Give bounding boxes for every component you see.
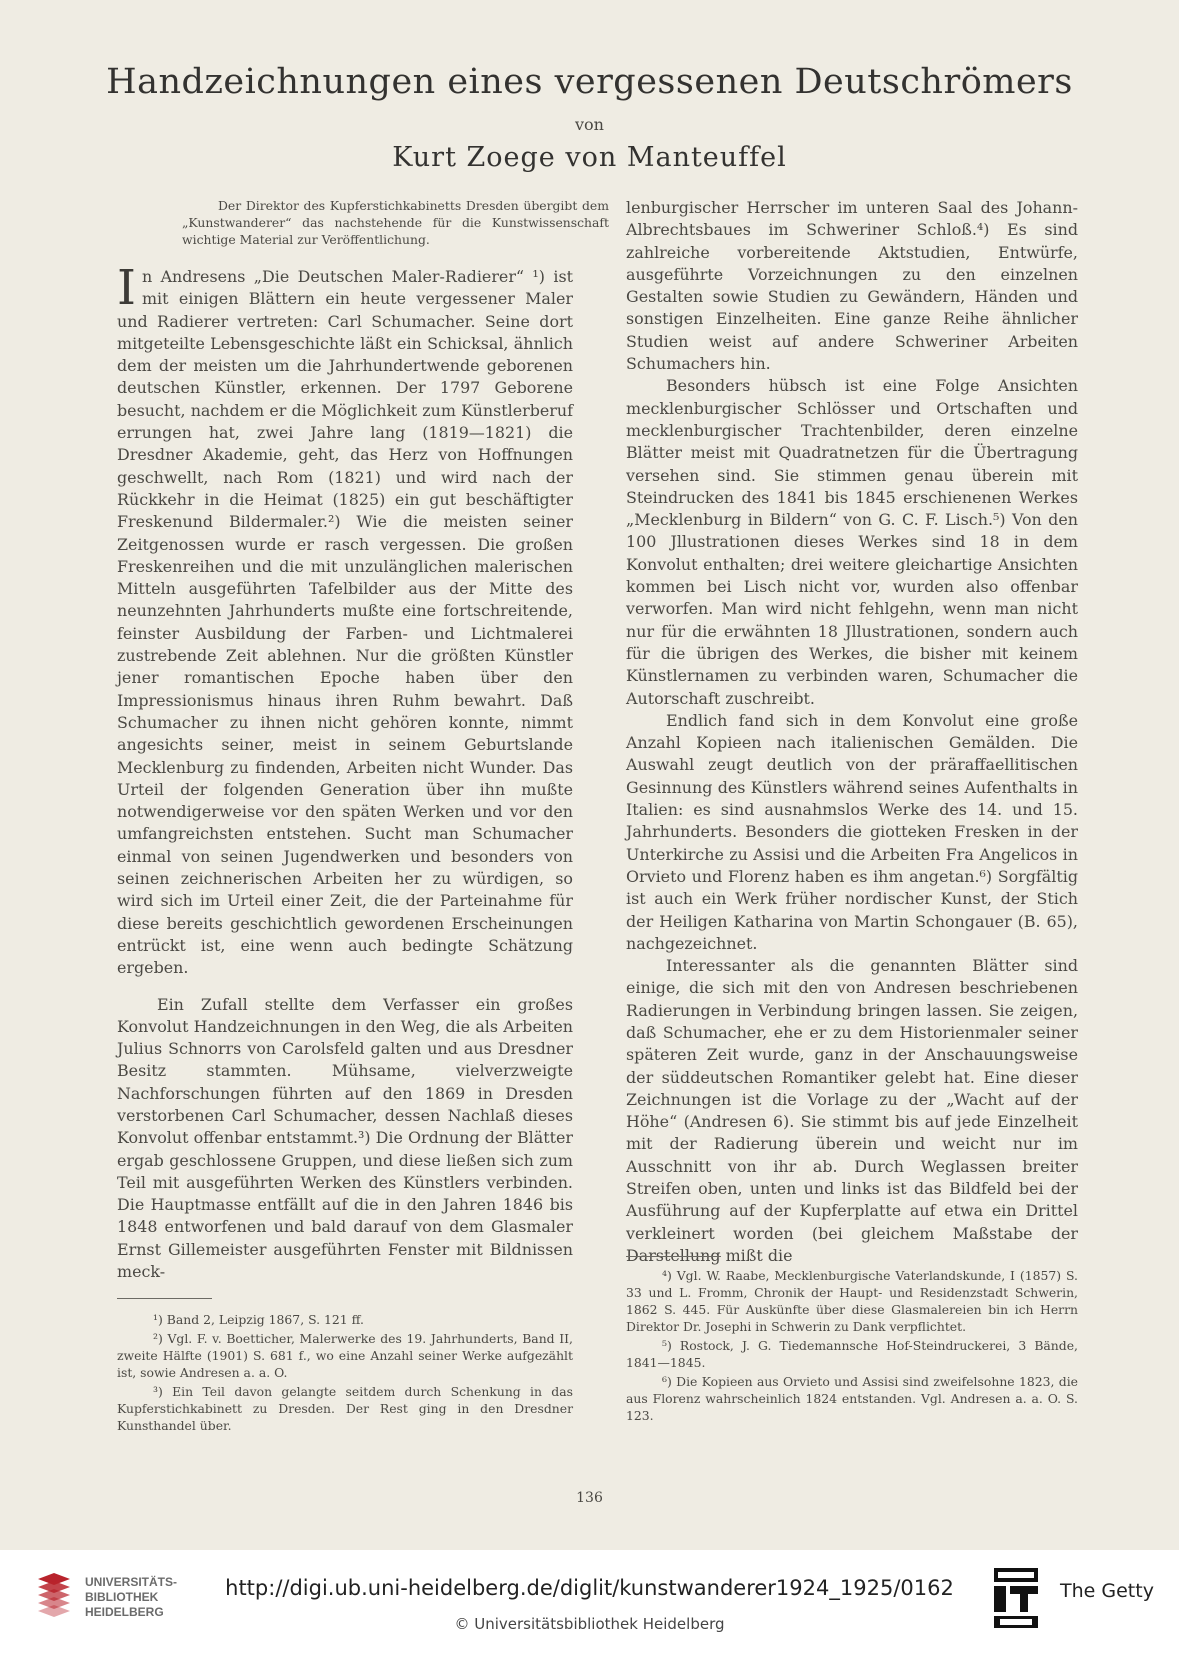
- right-paragraph: Endlich fand sich in dem Konvolut eine große Anzahl Kopieen nach italienischen Gemälden. Die Auswahl zeugt deutlich von der präraffaellitischen Gesinnung des Künstlers während seines Aufenthalts in Italien: es sind ausnahmslos Werke des 14. und 15. Jahrhunderts. Besonders die giotteken Fresken in der Unterkirche zu Assisi und die Arbeiten Fra Angelicos in Orvieto und Florenz haben es ihm angetan.⁶) Sorgfältig ist auch ein Werk früher nordischer Kunst, der Stich der Heiligen Katharina von Martin Schongauer (B. 65), nachgezeichnet.: [626, 710, 1078, 953]
- library-name: UNIVERSITÄTS- BIBLIOTHEK HEIDELBERG: [85, 1575, 178, 1619]
- left-column: [117, 260, 573, 1283]
- article-author: Kurt Zoege von Manteuffel: [392, 142, 787, 173]
- left-paragraph: Ein Zufall stellte dem Verfasser ein großes Konvolut Handzeichnungen in den Weg, die als Arbeiten Julius Schnorrs von Carolsfeld galten und aus Dresdner Besitz stammten. Mühsame, vielverzweigte Nachforschungen führten auf den 1869 in Dresden verstorbenen Carl Schumacher, dessen Nachlaß dieses Konvolut offenbar entstammt.³) Die Ordnung der Blätter ergab geschlossene Gruppen, und diese ließen sich zum Teil mit ausgeführten Werken des Künstlers verbinden. Die Hauptmasse entfällt auf die in den Jahren 1846 bis 1848 entworfenen und bald darauf von dem Glasmaler Ernst Gillemeister ausgeführten Fenster mit Bildnissen meck-: [117, 994, 573, 1282]
- footnote: ²) Vgl. F. v. Boetticher, Malerwerke des 19. Jahrhunderts, Band II, zweite Hälfte (1901) S. 681 f., wo eine Anzahl seiner Werke aufgezählt ist, sowie Andresen a. a. O.: [117, 1331, 573, 1380]
- dropcap: I: [117, 260, 136, 316]
- right-paragraph: Besonders hübsch ist eine Folge Ansichten mecklenburgischer Schlösser und Ortschaften und mecklenburgischer Trachtenbilder, deren einzelne Blätter meist mit Quadratnetzen für die Übertragung versehen sind. Sie stimmen genau überein mit Steindrucken des 1841 bis 1845 erschienenen Werkes „Mecklenburg in Bildern“ von G. C. F. Lisch.⁵) Von den 100 Jllustrationen dieses Werkes sind 18 in dem Konvolut enthalten; drei weitere gleichartige Ansichten kommen bei Lisch nicht vor, wurden also offenbar verworfen. Man wird nicht fehlgehn, wenn man nicht nur für die erwähnten 18 Jllustrationen, sondern auch für die übrigen des Werkes, die bisher mit keinem Künstlernamen zu verbinden waren, Schumacher die Autorschaft zuschreibt.: [626, 376, 1078, 708]
- footnote: ⁴) Vgl. W. Raabe, Mecklenburgische Vaterlandskunde, I (1857) S. 33 und L. Fromm, Chronik der Haupt- und Residenzstadt Schwerin, 1862 S. 445. Für Auskünfte über diese Glasmalereien bin ich Herrn Direktor Dr. Josephi in Schwerin zu Dank verpflichtet.: [626, 1268, 1078, 1334]
- page-number: 136: [576, 1490, 603, 1506]
- left-footnotes: [117, 1311, 573, 1436]
- right-column: [626, 197, 1078, 1267]
- byline-von: von: [575, 115, 604, 134]
- footnote: ⁶) Die Kopieen aus Orvieto und Assisi sind zweifelsohne 1823, die aus Florenz wahrscheinlich 1824 entstanden. Vgl. Andresen a. a. O. S. 123.: [626, 1374, 1078, 1423]
- partner-name: The Getty: [1060, 1580, 1154, 1602]
- copyright-notice: © Universitätsbibliothek Heidelberg: [454, 1615, 725, 1633]
- footnote-rule: [626, 1256, 721, 1257]
- footnote: ⁵) Rostock, J. G. Tiedemannsche Hof-Steindruckerei, 3 Bände, 1841—1845.: [626, 1338, 1078, 1370]
- right-paragraph: lenburgischer Herrscher im unteren Saal des Johann-Albrechtsbaues im Schweriner Schloß.⁴) Es sind zahlreiche vorbereitende Aktstudien, Entwürfe, ausgeführte Vorzeichnungen zu den einzelnen Gestalten sowie Studien zu Gewändern, Händen und sonstigen Einzelheiten. Eine ganze Reihe ähnlicher Studien weist auf andere Schweriner Arbeiten Schumachers hin.: [626, 198, 1078, 374]
- article-title: Handzeichnungen eines vergessenen Deutschrömers: [106, 62, 1073, 102]
- left-paragraph: [117, 260, 573, 980]
- permalink-url[interactable]: http://digi.ub.uni-heidelberg.de/diglit/kunstwanderer1924_1925/0162: [225, 1576, 954, 1600]
- right-paragraph: Interessanter als die genannten Blätter sind einige, die sich mit den von Andresen beschriebenen Radierungen in Verbindung bringen lassen. Sie zeigen, daß Schumacher, ehe er zu dem Historienmaler seiner späteren Zeit wurde, ganz in der Anschauungsweise der süddeutschen Romantiker gelebt hat. Eine dieser Zeichnungen ist die Vorlage zu der „Wacht auf der Höhe“ (Andresen 6). Sie stimmt bis auf jede Einzelheit mit der Radierung überein und weicht nur im Ausschnitt von ihr ab. Durch Weglassen breiter Streifen oben, unten und links ist das Bildfeld bei der Ausführung auf der Kupferplatte auf etwa ein Drittel verkleinert worden (bei gleichem Maßstabe der Darstellung mißt die: [626, 956, 1078, 1265]
- left-paragraph-text: n Andresens „Die Deutschen Maler-Radierer“ ¹) ist mit einigen Blättern ein heute vergessener Maler und Radierer vertreten: Carl Schumacher. Seine dort mitgeteilte Lebensgeschichte läßt ein Schicksal, ähnlich dem der meisten um die Jahrhundertwende geborenen deutschen Künstler, erkennen. Der 1797 Geborene besucht, nachdem er die Möglichkeit zum Künstlerberuf errungen hat, zwei Jahre lang (1819—1821) die Dresdner Akademie, geht, das Herz von Hoffnungen geschwellt, nach Rom (1821) und wird nach der Rückkehr in die Heimat (1825) ein gut beschäftigter Freskenund Bildermaler.²) Wie die meisten seiner Zeitgenossen wurde er rasch vergessen. Die großen Freskenreihen und die mit unzulänglichen malerischen Mitteln ausgeführten Tafelbilder aus der Mitte des neunzehnten Jahrhunderts mußte eine fortschreitende, feinster Ausbildung der Farben- und Lichtmalerei zustrebende Zeit ablehnen. Nur die größten Künstler jener romantischen Epoche haben über den Impressionismus hinaus ihren Ruhm bewahrt. Daß Schumacher zu ihnen nicht gehören konnte, nimmt angesichts seiner, meist in seinem Geburtslande Mecklenburg zu findenden, Arbeiten nicht Wunder. Das Urteil der folgenden Generation über ihn mußte notwendigerweise vor den späten Werken und vor den umfangreichsten entstehen. Sucht man Schumacher einmal von seinen Jugendwerken und besonders von seinen zeichnerischen Arbeiten her zu würdigen, so wird sich im Urteil einer Zeit, die der Parteinahme für diese bereits geschichtlich gewordenen Erscheinungen entrückt ist, eine wenn auch bedingte Schätzung ergeben.: [117, 267, 573, 978]
- footnote-rule: [117, 1298, 212, 1299]
- intro-text: Der Direktor des Kupferstichkabinetts Dresden übergibt dem „Kunstwanderer“ das nachstehende für die Kunstwissenschaft wichtige Material zur Veröffentlichung.: [182, 198, 609, 247]
- getty-logo-icon[interactable]: [994, 1568, 1038, 1628]
- footnote: ¹) Band 2, Leipzig 1867, S. 121 ff.: [153, 1312, 364, 1327]
- right-footnotes: [626, 1267, 1078, 1426]
- editorial-intro: [182, 197, 609, 248]
- footnote: ³) Ein Teil davon gelangte seitdem durch Schenkung in das Kupferstichkabinett zu Dresden. Der Rest ging in den Dresdner Kunsthandel über.: [117, 1384, 573, 1433]
- viewer-footer: [0, 1550, 1179, 1654]
